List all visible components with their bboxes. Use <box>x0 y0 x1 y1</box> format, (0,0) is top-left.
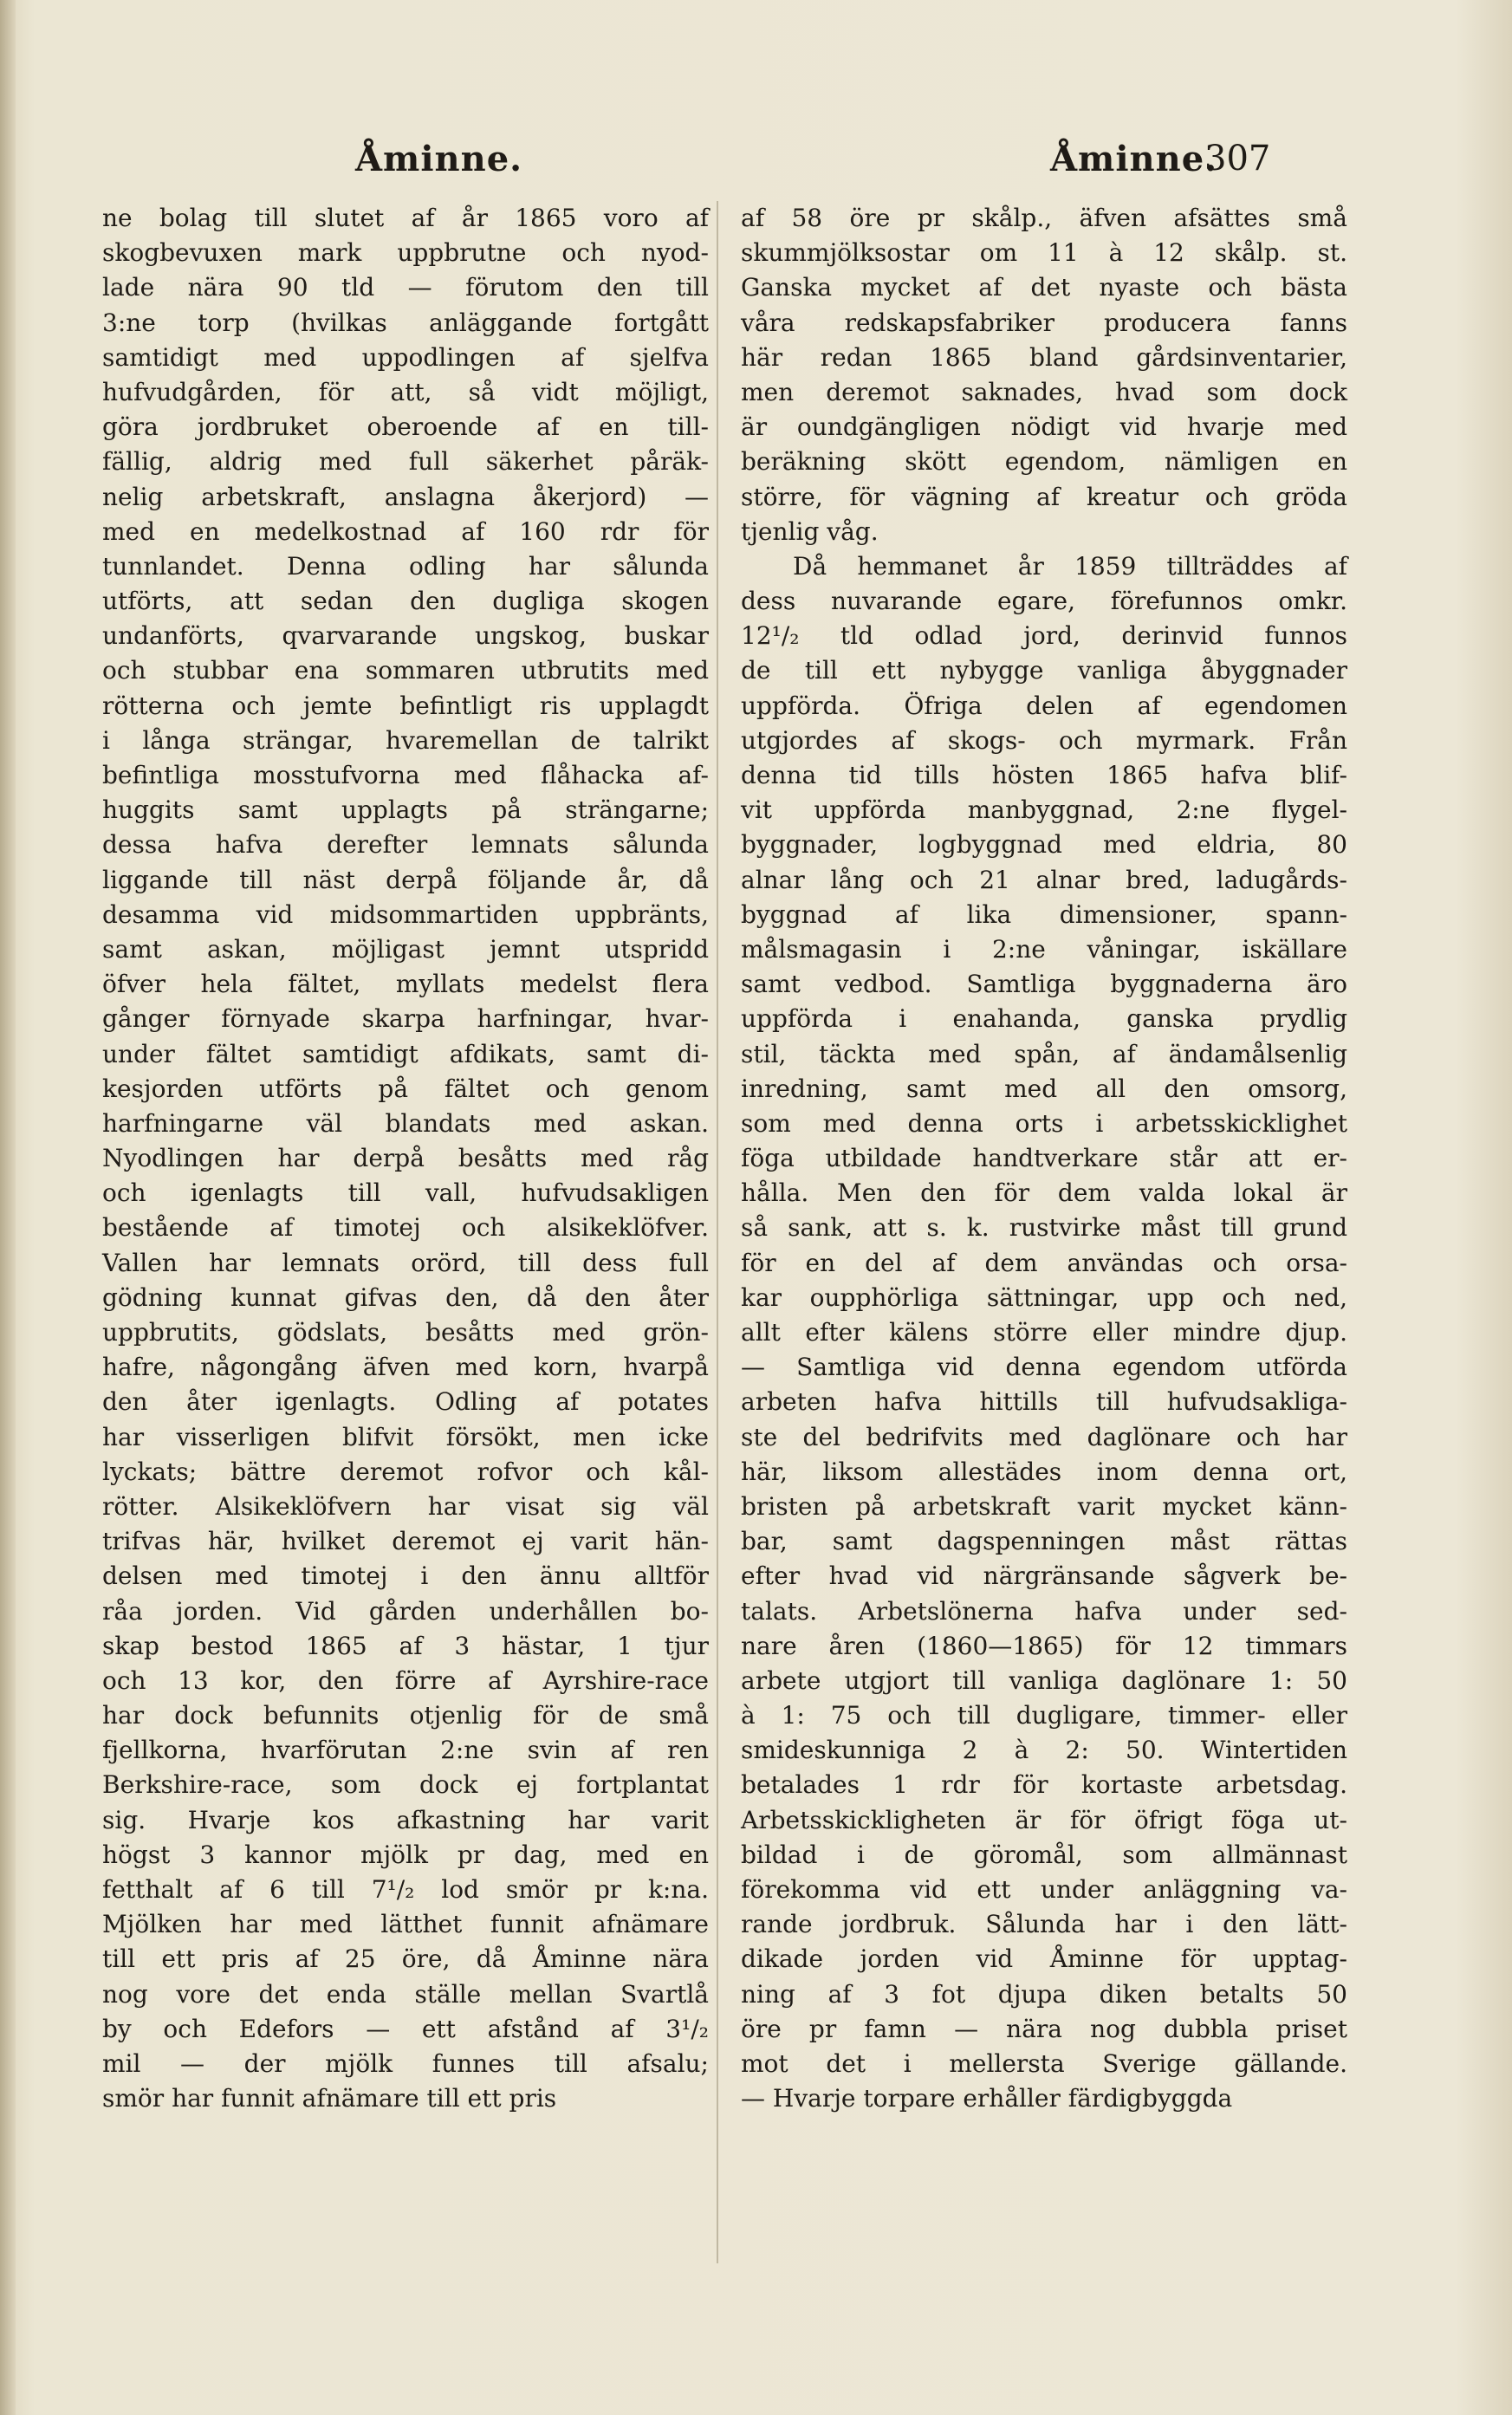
text-line: Berkshire-race, som dock ej fortplantat <box>102 1770 709 1800</box>
text-line: af 58 öre pr skålp., äfven afsättes små <box>741 204 1347 232</box>
text-line: fällig, aldrig med full säkerhet påräk- <box>102 447 709 477</box>
text-line: denna tid tills hösten 1865 hafva blif- <box>741 761 1347 789</box>
text-line: uppförda i enahanda, ganska prydlig <box>741 1004 1347 1034</box>
text-line: samt askan, möjligast jemnt utspridd <box>102 934 709 964</box>
text-line: Mjölken har med lätthet funnit afnämare <box>102 1910 709 1939</box>
text-column-right <box>741 201 1347 2116</box>
text-line: och 13 kor, den förre af Ayrshire-race <box>102 1665 709 1695</box>
text-line: uppbrutits, gödslats, besåtts med grön- <box>102 1318 709 1347</box>
text-line: här redan 1865 bland gårdsinventarier, <box>741 342 1347 372</box>
text-line: hufvudgården, för att, så vidt möjligt, <box>102 377 709 406</box>
text-line: fetthalt af 6 till 7¹/₂ lod smör pr k:na. <box>102 1875 709 1904</box>
text-line: förekomma vid ett under anläggning va- <box>741 1875 1347 1904</box>
text-line: under fältet samtidigt afdikats, samt di- <box>102 1039 709 1068</box>
text-line: lade nära 90 tld — förutom den till <box>102 273 709 302</box>
text-line: större, för vägning af kreatur och gröda <box>741 482 1347 511</box>
text-line: byggnader, logbyggnad med eldria, 80 <box>741 830 1347 860</box>
text-line: våra redskapsfabriker producera fanns <box>741 308 1347 337</box>
text-line: gånger förnyade skarpa harfningar, hvar- <box>102 1004 709 1034</box>
text-line: utgjordes af skogs- och myrmark. Från <box>741 725 1347 755</box>
text-line: utförts, att sedan den dugliga skogen <box>102 587 709 616</box>
text-line: sig. Hvarje kos afkastning har varit <box>102 1805 709 1834</box>
page-number: 307 <box>1204 139 1271 179</box>
text-line: som med denna orts i arbetsskicklighet <box>741 1108 1347 1138</box>
text-line: kar oupphörliga sättningar, upp och ned, <box>741 1282 1347 1312</box>
text-column-left <box>102 201 709 2116</box>
text-line: ne bolag till slutet af år 1865 voro af <box>102 204 709 232</box>
text-line: allt efter kälens större eller mindre djup. <box>741 1318 1347 1347</box>
text-line: bristen på arbetskraft varit mycket känn- <box>741 1491 1347 1521</box>
text-line: kesjorden utförts på fältet och genom <box>102 1074 709 1103</box>
text-line: huggits samt upplagts på strängarne; <box>102 795 709 825</box>
text-line: nare åren (1860—1865) för 12 timmars <box>741 1631 1347 1660</box>
text-line: 12¹/₂ tld odlad jord, derinvid funnos <box>741 621 1347 651</box>
text-line: har dock befunnits otjenlig för de små <box>102 1701 709 1730</box>
text-line: och igenlagts till vall, hufvudsakligen <box>102 1178 709 1208</box>
text-line: — Hvarje torpare erhåller färdigbyggda <box>741 2084 1233 2113</box>
text-line: målsmagasin i 2:ne våningar, iskällare <box>741 934 1347 964</box>
text-line: undanförts, qvarvarande ungskog, buskar <box>102 621 709 651</box>
text-line: arbete utgjort till vanliga daglönare 1: 50 <box>741 1665 1347 1695</box>
book-spine-shadow <box>0 0 16 2415</box>
text-line: så sank, att s. k. rustvirke måst till grund <box>741 1213 1347 1243</box>
text-line: Arbetsskickligheten är för öfrigt föga ut- <box>741 1805 1347 1834</box>
text-line: men deremot saknades, hvad som dock <box>741 377 1347 406</box>
text-line: à 1: 75 och till dugligare, timmer- eller <box>741 1701 1347 1730</box>
text-line: hafre, någongång äfven med korn, hvarpå <box>102 1353 709 1382</box>
text-line: harfningarne väl blandats med askan. <box>102 1108 709 1138</box>
text-line: med en medelkostnad af 160 rdr för <box>102 516 709 546</box>
text-line: bestående af timotej och alsikeklöfver. <box>102 1213 709 1243</box>
text-line: smideskunniga 2 à 2: 50. Wintertiden <box>741 1736 1347 1765</box>
text-line: samt vedbod. Samtliga byggnaderna äro <box>741 970 1347 999</box>
text-line: beräkning skött egendom, nämligen en <box>741 447 1347 477</box>
text-line: — Samtliga vid denna egendom utförda <box>741 1353 1347 1382</box>
text-line: rötter. Alsikeklöfvern har visat sig väl <box>102 1491 709 1521</box>
text-line: och stubbar ena sommaren utbrutits med <box>102 656 709 685</box>
text-line: Nyodlingen har derpå besåtts med råg <box>102 1144 709 1173</box>
text-line: skummjölksostar om 11 à 12 skålp. st. <box>741 238 1347 268</box>
text-line: dess nuvarande egare, förefunnos omkr. <box>741 587 1347 616</box>
running-head-right: Åminne. <box>1050 139 1218 179</box>
text-line: dessa hafva derefter lemnats sålunda <box>102 830 709 860</box>
text-line: gödning kunnat gifvas den, då den åter <box>102 1282 709 1312</box>
text-line: högst 3 kannor mjölk pr dag, med en <box>102 1840 709 1869</box>
text-line: dikade jorden vid Åminne för upptag- <box>741 1944 1347 1974</box>
text-line: tunnlandet. Denna odling har sålunda <box>102 551 709 581</box>
text-line: trifvas här, hvilket deremot ej varit hän- <box>102 1527 709 1556</box>
text-line: inredning, samt med all den omsorg, <box>741 1074 1347 1103</box>
text-line: hålla. Men den för dem valda lokal är <box>741 1178 1347 1208</box>
text-line: delsen med timotej i den ännu alltför <box>102 1561 709 1591</box>
text-line: by och Edefors — ett afstånd af 3¹/₂ <box>102 2014 709 2043</box>
text-line: Ganska mycket af det nyaste och bästa <box>741 273 1347 302</box>
text-line: byggnad af lika dimensioner, spann- <box>741 899 1347 929</box>
text-line: desamma vid midsommartiden uppbränts, <box>102 899 709 929</box>
text-line: 3:ne torp (hvilkas anläggande fortgått <box>102 308 709 337</box>
text-line: ste del bedrifvits med daglönare och har <box>741 1422 1347 1451</box>
text-line: talats. Arbetslönerna hafva under sed- <box>741 1596 1347 1626</box>
text-line: tjenlig våg. <box>741 516 879 546</box>
text-line: skogbevuxen mark uppbrutne och nyod- <box>102 238 709 268</box>
text-line: göra jordbruket oberoende af en till- <box>102 412 709 442</box>
text-line: bildad i de göromål, som allmännast <box>741 1840 1347 1869</box>
text-line: nelig arbetskraft, anslagna åkerjord) — <box>102 482 709 511</box>
column-divider <box>717 201 718 2263</box>
text-line: de till ett nybygge vanliga åbyggnader <box>741 656 1347 685</box>
text-line: Då hemmanet år 1859 tillträddes af <box>793 551 1347 581</box>
text-line: för en del af dem användas och orsa- <box>741 1248 1347 1277</box>
text-line: Vallen har lemnats orörd, till dess full <box>102 1248 709 1277</box>
text-line: öfver hela fältet, myllats medelst flera <box>102 970 709 999</box>
text-line: uppförda. Öfriga delen af egendomen <box>741 691 1347 720</box>
text-line: stil, täckta med spån, af ändamålsenlig <box>741 1039 1347 1068</box>
text-line: alnar lång och 21 alnar bred, ladugårds- <box>741 865 1347 894</box>
text-line: är oundgängligen nödigt vid hvarje med <box>741 412 1347 442</box>
text-line: har visserligen blifvit försökt, men icke <box>102 1422 709 1451</box>
text-line: här, liksom allestädes inom denna ort, <box>741 1457 1347 1486</box>
text-line: mot det i mellersta Sverige gällande. <box>741 2048 1347 2078</box>
running-head-left: Åminne. <box>355 139 523 179</box>
text-line: samtidigt med uppodlingen af sjelfva <box>102 342 709 372</box>
text-line: rötterna och jemte befintligt ris upplagdt <box>102 691 709 720</box>
text-line: ning af 3 fot djupa diken betalts 50 <box>741 1979 1347 2009</box>
text-line: efter hvad vid närgränsande sågverk be- <box>741 1561 1347 1591</box>
text-line: i långa strängar, hvaremellan de talrikt <box>102 725 709 755</box>
text-line: öre pr famn — nära nog dubbla priset <box>741 2014 1347 2043</box>
text-line: den åter igenlagts. Odling af potates <box>102 1387 709 1417</box>
text-line: nog vore det enda ställe mellan Svartlå <box>102 1979 709 2009</box>
text-line: lyckats; bättre deremot rofvor och kål- <box>102 1457 709 1486</box>
text-line: arbeten hafva hittills till hufvudsakliga- <box>741 1387 1347 1417</box>
text-line: liggande till näst derpå följande år, då <box>102 865 709 894</box>
text-line: befintliga mosstufvorna med flåhacka af- <box>102 761 709 789</box>
text-line: skap bestod 1865 af 3 hästar, 1 tjur <box>102 1631 709 1660</box>
text-line: betalades 1 rdr för kortaste arbetsdag. <box>741 1770 1347 1800</box>
text-line: rande jordbruk. Sålunda har i den lätt- <box>741 1910 1347 1939</box>
text-line: råa jorden. Vid gården underhållen bo- <box>102 1596 709 1626</box>
text-line: fjellkorna, hvarförutan 2:ne svin af ren <box>102 1736 709 1765</box>
text-line: vit uppförda manbyggnad, 2:ne flygel- <box>741 795 1347 825</box>
text-line: smör har funnit afnämare till ett pris <box>102 2084 557 2113</box>
text-line: till ett pris af 25 öre, då Åminne nära <box>102 1944 709 1974</box>
text-line: föga utbildade handtverkare står att er- <box>741 1144 1347 1173</box>
text-line: bar, samt dagspenningen måst rättas <box>741 1527 1347 1556</box>
text-line: mil — der mjölk funnes till afsalu; <box>102 2048 709 2078</box>
